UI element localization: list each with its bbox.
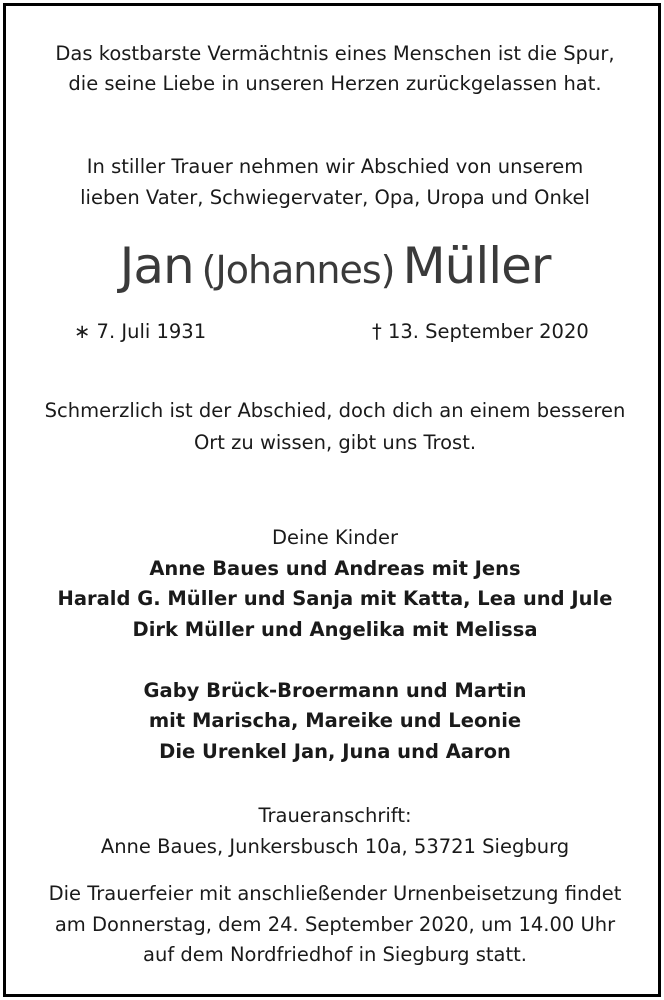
mourner-line: Gaby Brück-Broermann und Martin <box>143 679 527 702</box>
mourners-heading: Deine Kinder <box>272 526 398 549</box>
obituary-notice <box>3 3 661 997</box>
deceased-first-name: Jan <box>119 237 194 295</box>
mourner-line: mit Marischa, Mareike und Leonie <box>148 709 522 732</box>
comfort-line-1: Schmerzlich ist der Abschied, doch dich an einem besseren <box>44 399 626 422</box>
birth-date-value: 7. Juli 1931 <box>96 320 207 343</box>
intro-line-1: In stiller Trauer nehmen wir Abschied von unserem <box>86 155 584 178</box>
death-date <box>372 317 589 347</box>
motto-line-1: Das kostbarste Vermächtnis eines Menschen ist die Spur, <box>55 42 615 65</box>
ceremony-line-3: auf dem Nordfriedhof in Siegburg statt. <box>143 943 527 966</box>
deceased-middle-name: (Johannes) <box>201 248 395 292</box>
mourner-line: Anne Baues und Andreas mit Jens <box>149 557 521 580</box>
ceremony-line-1: Die Trauerfeier mit anschließender Urnenbeisetzung findet <box>48 882 622 905</box>
mourner-line: Die Urenkel Jan, Juna und Aaron <box>159 740 511 763</box>
ceremony-line-2: am Donnerstag, dem 24. September 2020, um 14.00 Uhr <box>54 913 616 936</box>
death-cross-icon: † <box>372 320 382 343</box>
intro-line-2: lieben Vater, Schwiegervater, Opa, Uropa und Onkel <box>80 186 590 209</box>
address-label: Traueranschrift: <box>258 804 412 827</box>
birth-date <box>74 317 206 347</box>
motto-line-2: die seine Liebe in unseren Herzen zurückgelassen hat. <box>68 72 602 95</box>
mourner-line: Dirk Müller und Angelika mit Melissa <box>132 618 538 641</box>
deceased-last-name: Müller <box>402 237 551 295</box>
death-date-value: 13. September 2020 <box>387 320 589 343</box>
address-value: Anne Baues, Junkersbusch 10a, 53721 Siegburg <box>100 835 570 858</box>
birth-star-icon: ∗ <box>74 320 91 343</box>
comfort-line-2: Ort zu wissen, gibt uns Trost. <box>193 431 477 454</box>
deceased-name <box>6 231 664 313</box>
mourner-line: Harald G. Müller und Sanja mit Katta, Lea und Jule <box>57 587 613 610</box>
